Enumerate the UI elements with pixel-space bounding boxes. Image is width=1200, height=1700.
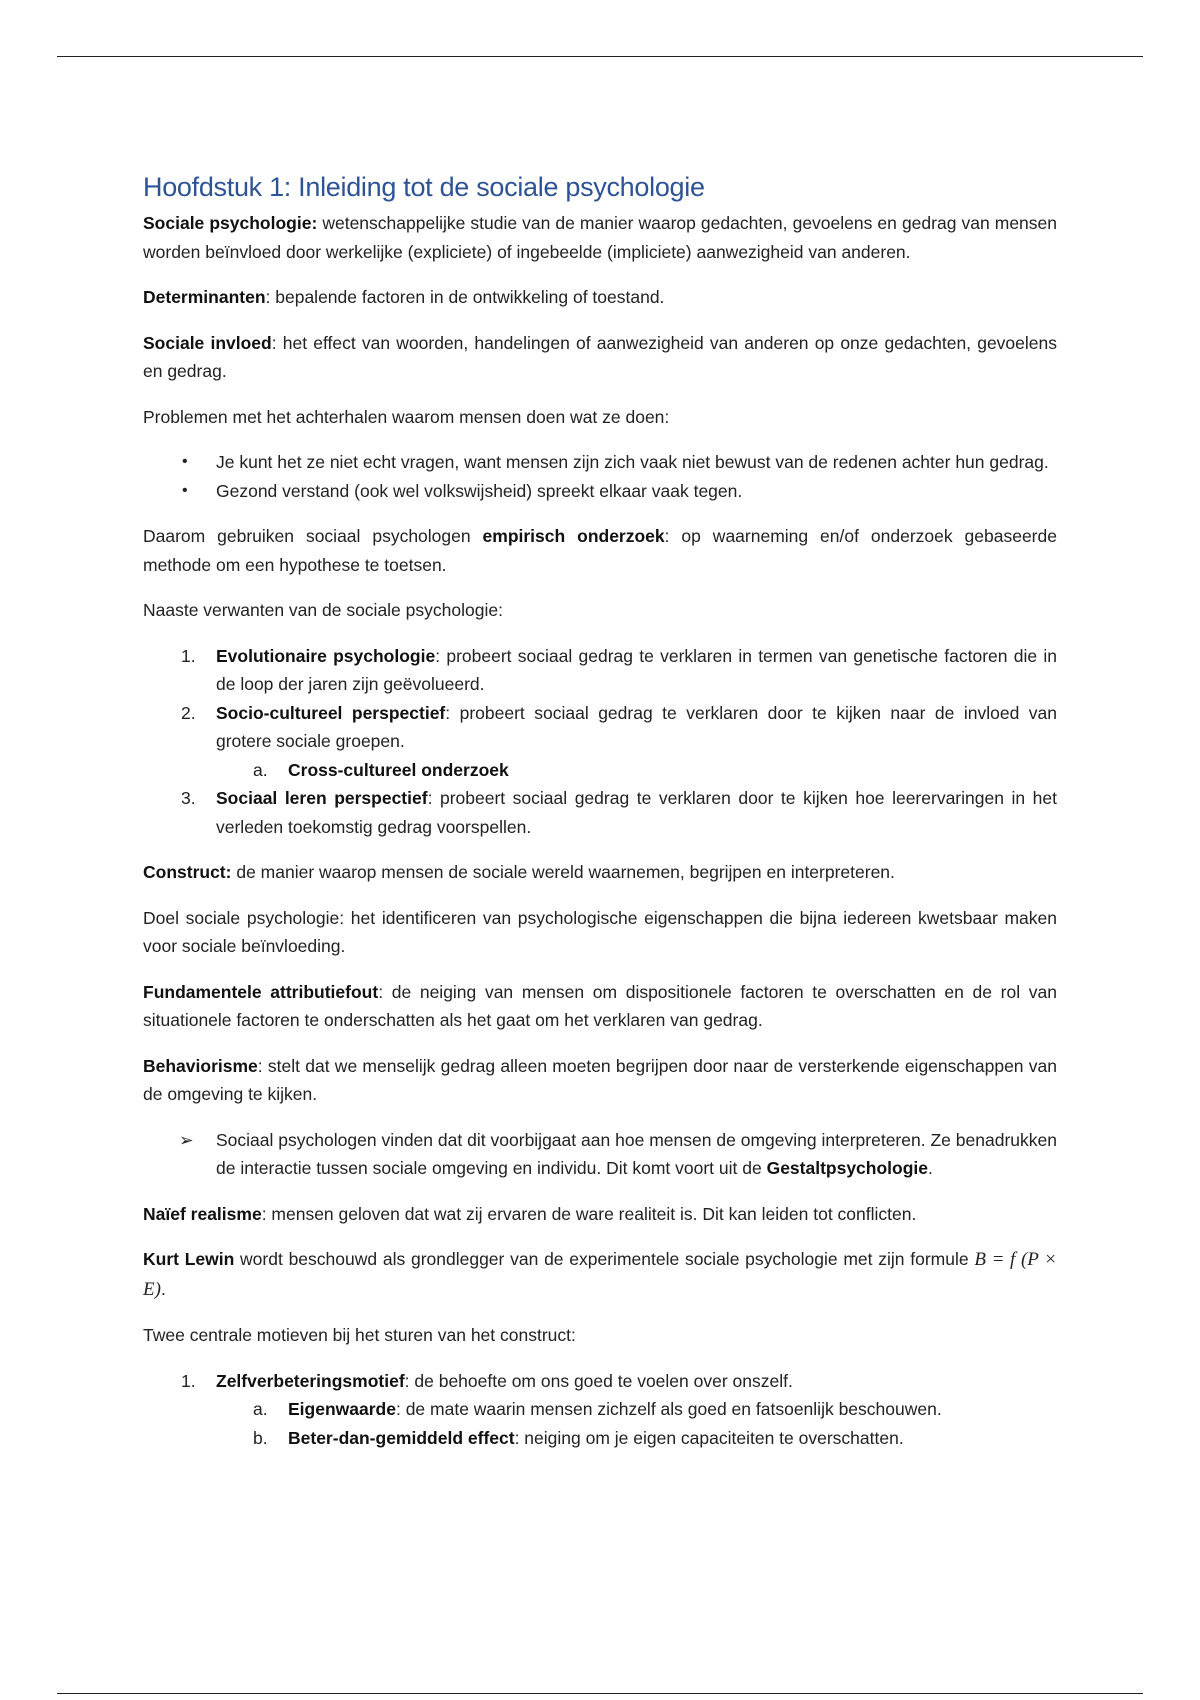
list-item: 1. Evolutionaire psychologie: probeert sociaal gedrag te verklaren in termen van genetische factoren die in de loop der jaren zijn geëvolueerd. bbox=[181, 645, 1057, 694]
header-rule bbox=[57, 56, 1143, 57]
footer-rule bbox=[57, 1693, 1143, 1694]
sub-list-item: a. Cross-cultureel onderzoek bbox=[253, 759, 509, 780]
chapter-title: Hoofdstuk 1: Inleiding tot de sociale psychologie bbox=[143, 172, 705, 202]
empirisch-onderzoek-paragraph: Daarom gebruiken sociaal psychologen empirisch onderzoek: op waarneming en/of onderzoek gebaseerde methode om een hypothese te toetsen. bbox=[143, 526, 1057, 575]
definition-determinanten: Determinanten: bepalende factoren in de ontwikkeling of toestand. bbox=[143, 287, 665, 307]
bullet-icon: • bbox=[182, 481, 188, 499]
definition-naief-realisme: Naïef realisme: mensen geloven dat wat zij ervaren de ware realiteit is. Dit kan leiden tot conflicten. bbox=[143, 1203, 917, 1224]
list-item: 3. Sociaal leren perspectief: probeert sociaal gedrag te verklaren door te kijken hoe leerervaringen in het verleden toekomstig gedrag voorspellen. bbox=[181, 788, 1057, 837]
list-item: • Gezond verstand (ook wel volkswijsheid) spreekt elkaar vaak tegen. bbox=[143, 477, 1057, 506]
list-item: 1. Zelfverbeteringsmotief: de behoefte om ons goed te voelen over onszelf. bbox=[181, 1370, 793, 1391]
arrow-bullet-icon: ➢ bbox=[179, 1129, 194, 1150]
sub-list-item: b. Beter-dan-gemiddeld effect: neiging om je eigen capaciteiten te overschatten. bbox=[253, 1427, 904, 1448]
kurt-lewin-paragraph: Kurt Lewin wordt beschouwd als grondlegger van de experimentele sociale psychologie met zijn formule B = f (P × E). bbox=[143, 1249, 1057, 1300]
definition-attributiefout: Fundamentele attributiefout: de neiging van mensen om dispositionele factoren te overschatten en de rol van situationele factoren te onderschatten als het gaat om het verklaren van gedrag. bbox=[143, 981, 1057, 1030]
definition-construct: Construct: de manier waarop mensen de sociale wereld waarnemen, begrijpen en interpreteren. bbox=[143, 862, 895, 882]
document-body bbox=[143, 170, 1057, 1469]
related-fields-list bbox=[143, 642, 1057, 842]
motives-list bbox=[143, 1367, 1057, 1453]
problems-list bbox=[143, 448, 1057, 505]
arrow-list bbox=[143, 1126, 1057, 1183]
sub-list-item: a. Eigenwaarde: de mate waarin mensen zichzelf als goed en fatsoenlijk beschouwen. bbox=[253, 1399, 942, 1419]
list-item: • Je kunt het ze niet echt vragen, want mensen zijn zich vaak niet bewust van de redenen achter hun gedrag. bbox=[143, 448, 1057, 477]
list-item: 2. Socio-cultureel perspectief: probeert sociaal gedrag te verklaren door te kijken naar de invloed van grotere sociale groepen. bbox=[181, 702, 1057, 751]
formula: B = f (P × E) bbox=[143, 1249, 1057, 1300]
bullet-icon: • bbox=[182, 453, 188, 470]
related-fields-intro: Naaste verwanten van de sociale psychologie: bbox=[143, 600, 503, 620]
motives-intro: Twee centrale motieven bij het sturen van het construct: bbox=[143, 1325, 576, 1345]
definition-sociale-invloed: Sociale invloed: het effect van woorden, handelingen of aanwezigheid van anderen op onze gedachten, gevoelens en gedrag. bbox=[143, 332, 1057, 381]
list-item: ➢ Sociaal psychologen vinden dat dit voorbijgaat aan hoe mensen de omgeving interpreteren. Ze benadrukken de interactie tussen sociale omgeving en individu. Dit komt voort uit de Gestaltpsychologie. bbox=[143, 1126, 1057, 1183]
goal-paragraph: Doel sociale psychologie: het identificeren van psychologische eigenschappen die bijna iedereen kwetsbaar maken voor sociale beïnvloeding. bbox=[143, 907, 1057, 956]
definition-behaviorisme: Behaviorisme: stelt dat we menselijk gedrag alleen moeten begrijpen door naar de versterkende eigenschappen van de omgeving te kijken. bbox=[143, 1055, 1057, 1104]
problems-intro: Problemen met het achterhalen waarom mensen doen wat ze doen: bbox=[143, 406, 670, 427]
definition-sociale-psychologie: Sociale psychologie: wetenschappelijke studie van de manier waarop gedachten, gevoelens en gedrag van mensen worden beïnvloed door werkelijke (expliciete) of ingebeelde (impliciete) aanwezigheid van anderen. bbox=[143, 213, 1058, 262]
